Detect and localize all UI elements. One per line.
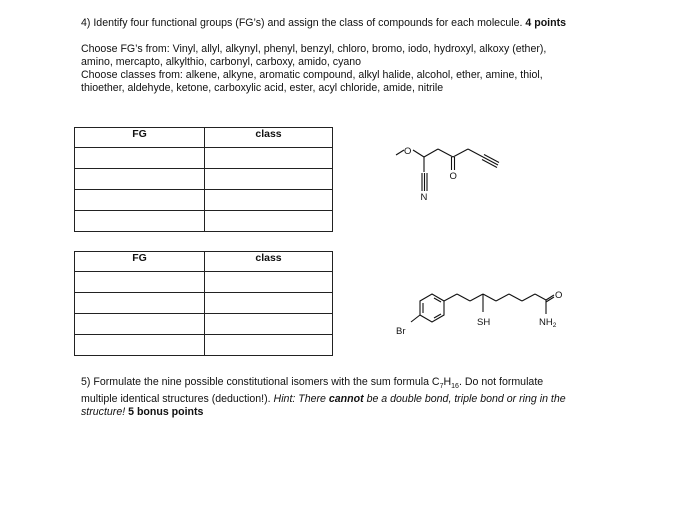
- molecule-2-bromine: Br: [396, 326, 406, 337]
- molecule-2-amine: [539, 317, 557, 329]
- molecule-1: [396, 149, 499, 191]
- question-5-text-a: 5) Formulate the nine possible constitutional isomers with the sum formula C: [81, 376, 440, 388]
- question-5-bonus: 5 bonus points: [128, 406, 204, 419]
- question-5: [81, 376, 641, 419]
- question-5-line-3: [81, 406, 641, 419]
- formula-subscript-16: 16: [451, 383, 459, 391]
- table-2-header-fg: FG: [75, 252, 205, 272]
- class-choices-line-1: Choose classes from: alkene, alkyne, aromatic compound, alkyl halide, alcohol, ether, amine, thiol,: [81, 69, 543, 81]
- hint-text-b: be a double bond, triple bond or ring in the: [363, 393, 566, 406]
- question-4-points: 4 points: [525, 17, 567, 29]
- fg-choices-line-1: Choose FG’s from: Vinyl, allyl, alkynyl, phenyl, benzyl, chloro, bromo, iodo, hydroxyl, alkoxy (ether),: [81, 43, 547, 55]
- question-4-text: 4) Identify four functional groups (FG’s) and assign the class of compounds for each molecule.: [81, 17, 523, 29]
- question-5-line-1: [81, 376, 641, 393]
- molecule-1-ketone-oxygen: O: [449, 171, 457, 182]
- question-5-text-c: multiple identical structures (deduction!).: [81, 393, 274, 406]
- molecule-2-thiol: SH: [477, 317, 491, 328]
- formula-h: H: [443, 376, 452, 388]
- question-5-hint: [274, 393, 566, 405]
- molecule-1-ether-oxygen: O: [404, 146, 412, 157]
- hint-text-c: structure!: [81, 406, 126, 419]
- hint-emphasis: cannot: [328, 393, 364, 406]
- question-5-line-2: [81, 393, 641, 406]
- class-choices-line-2: thioether, aldehyde, ketone, carboxylic acid, ester, acyl chloride, amide, nitrile: [81, 82, 444, 94]
- table-2-header-class: class: [205, 252, 333, 272]
- fg-choices-line-2: amino, mercapto, alkylthio, carbonyl, carboxy, amido, cyano: [81, 56, 362, 68]
- molecule-2-amine-n: NH: [539, 317, 553, 328]
- molecule-2-amine-subscript: 2: [552, 322, 557, 329]
- molecule-1-nitrogen: N: [420, 192, 428, 203]
- molecule-2-oxygen: O: [555, 290, 563, 301]
- question-5-text-b: . Do not formulate: [458, 376, 544, 388]
- formula-subscript-7: 7: [439, 383, 444, 391]
- table-1-header-fg: FG: [75, 128, 205, 148]
- table-1-header-class: class: [205, 128, 333, 148]
- hint-text-a: Hint: There: [273, 393, 329, 406]
